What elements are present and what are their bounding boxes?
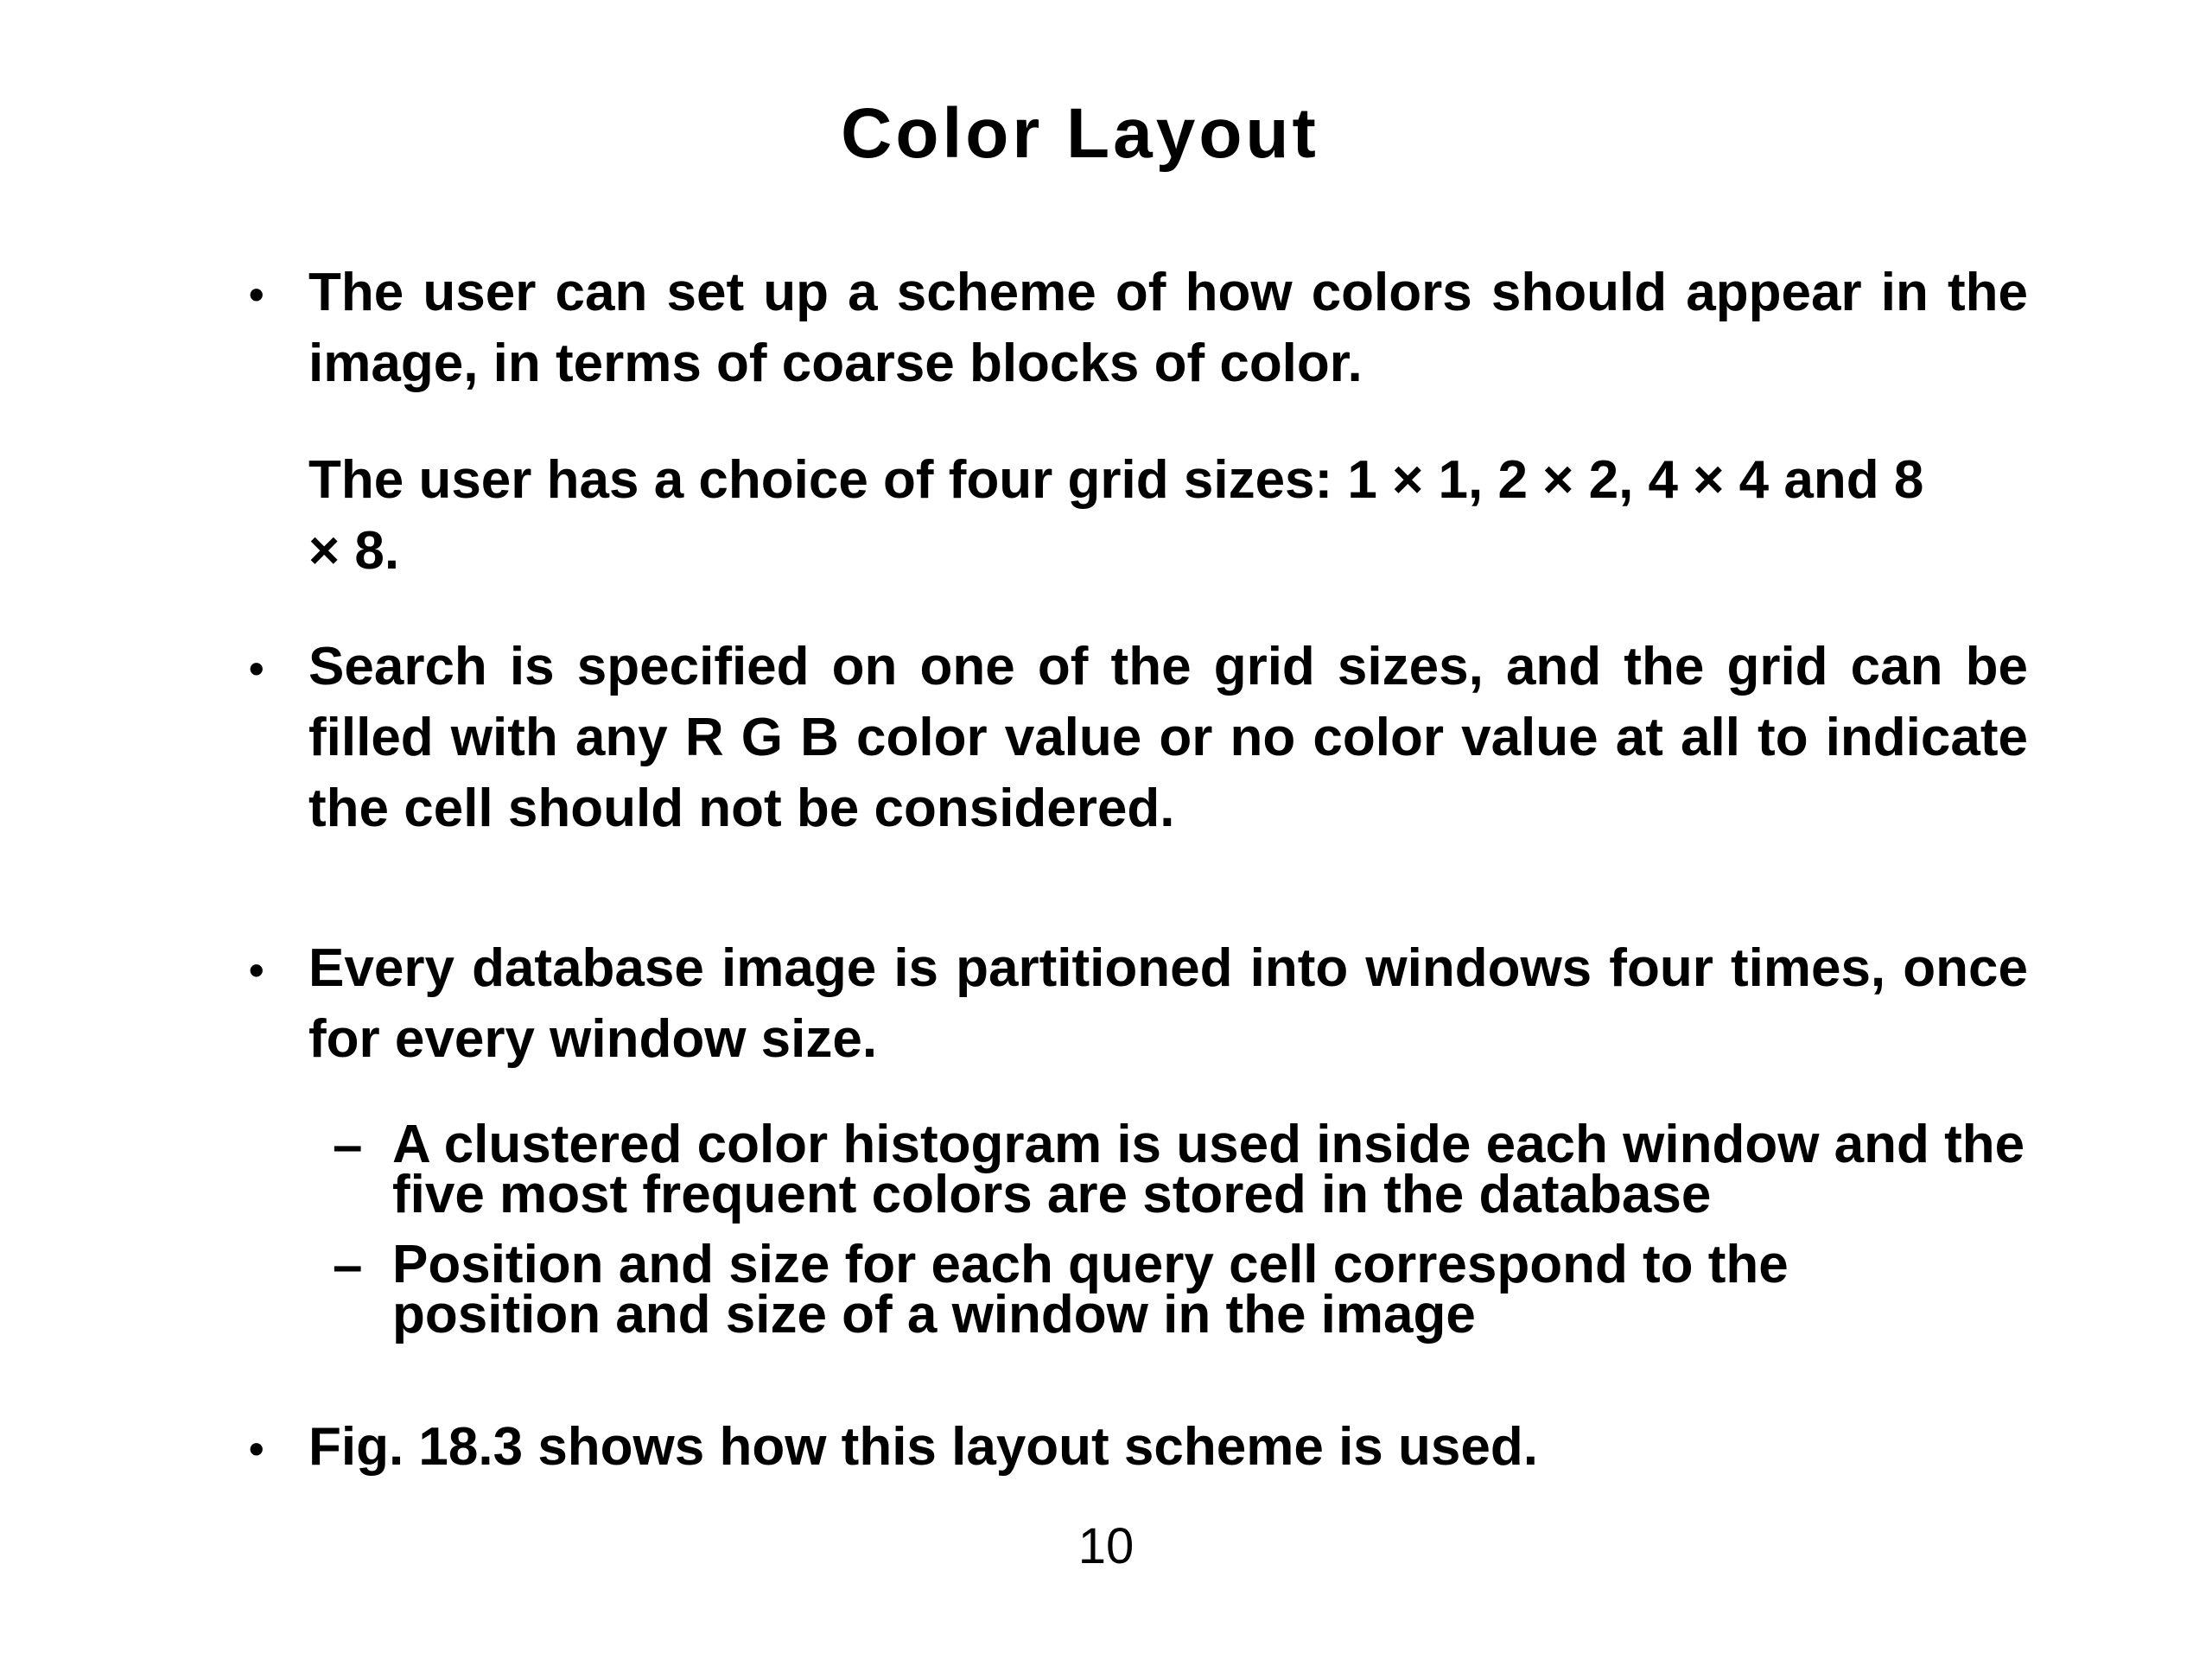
page-number: 10 — [1077, 1518, 1135, 1574]
bullet-text-partitioned: Every database image is partitioned into windows four times, once for every window size. — [308, 938, 2028, 1069]
bullet-icon: • — [249, 1425, 264, 1473]
bullet-icon: • — [249, 645, 264, 693]
sub-bullet-text-position: Position and size for each query cell correspond to the position and size of a window in the image — [392, 1235, 1789, 1344]
bullet-text-figure: Fig. 18.3 shows how this layout scheme is used. — [308, 1417, 1538, 1477]
bullet-text-user-scheme: The user can set up a scheme of how colors should appear in the image, in terms of coarse blocks of color. — [308, 263, 2028, 393]
bullet-text-search: Search is specified on one of the grid sizes, and the grid can be filled with any R G B color value or no color value at all to indicate the cell should not be considered. — [308, 637, 2028, 838]
bullet-icon: • — [249, 270, 264, 319]
sub-bullet-dash: – — [333, 1116, 363, 1175]
sub-bullet-dash: – — [333, 1236, 363, 1295]
slide-title: Color Layout — [841, 94, 1319, 173]
bullet-icon: • — [249, 946, 264, 995]
sub-bullet-text-histogram: A clustered color histogram is used inside each window and the five most frequent colors are stored in the database — [392, 1115, 2025, 1224]
paragraph-grid-sizes: The user has a choice of four grid sizes: 1 × 1, 2 × 2, 4 × 4 and 8 × 8. — [308, 450, 1924, 581]
